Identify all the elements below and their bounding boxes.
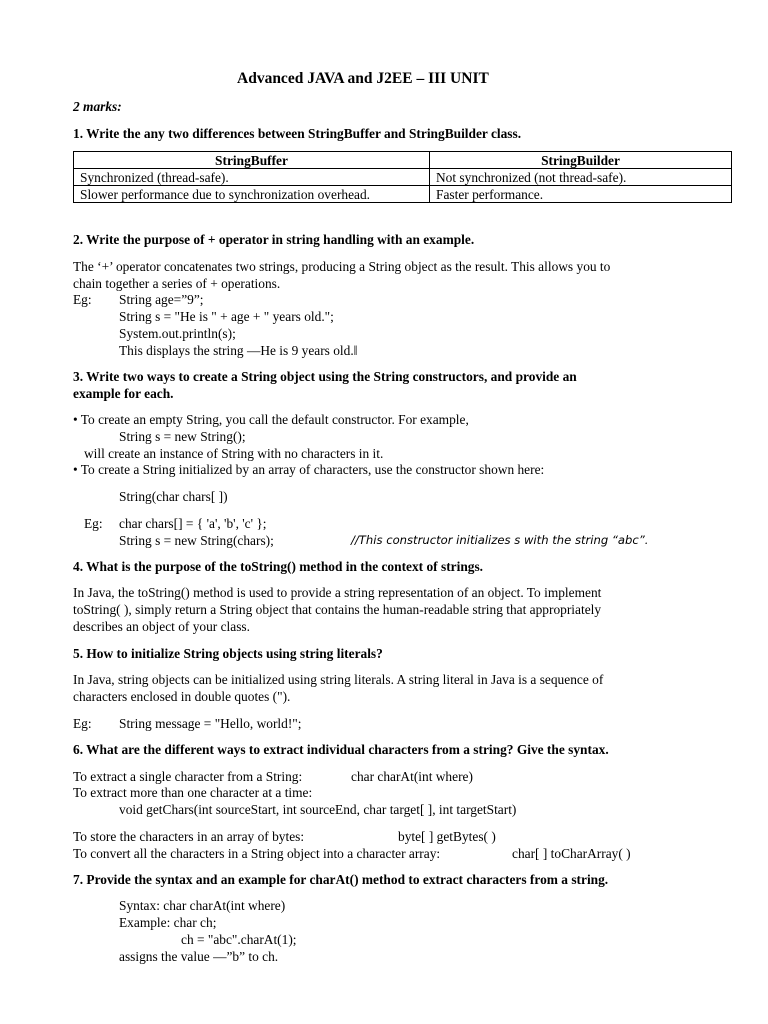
table-header-row	[74, 152, 732, 169]
q6-line-4-syntax: byte[ ] getBytes( )	[398, 829, 496, 844]
q3-code-line-2: String(char chars[ ])	[119, 489, 228, 504]
q6-line-3-syntax: void getChars(int sourceStart, int sourceEnd, char target[ ], int targetStart)	[119, 802, 517, 817]
q2-code-line-4: This displays the string ―He is 9 years old.‖	[119, 343, 358, 358]
q6-line-4-label: To store the characters in an array of bytes:	[73, 829, 305, 844]
question-6-heading: 6. What are the different ways to extract individual characters from a string? Give the syntax.	[73, 742, 609, 757]
q2-eg-label: Eg:	[73, 292, 92, 307]
q3-bullet-2: • To create a String initialized by an array of characters, use the constructor shown here:	[73, 462, 545, 477]
q3-code-line-1: String s = new String();	[119, 429, 246, 444]
q7-line-1: Syntax: char charAt(int where)	[119, 898, 286, 913]
q3-code-comment: //This constructor initializes s with the string “abc”.	[351, 533, 649, 547]
table-cell: Slower performance due to synchronization overhead.	[74, 186, 430, 203]
table-header-stringbuilder: StringBuilder	[430, 152, 732, 169]
question-3-heading-line-2: example for each.	[73, 386, 174, 401]
q2-code-line-1: String age=”9”;	[119, 292, 204, 307]
q4-paragraph-line-1: In Java, the toString() method is used to provide a string representation of an object. To implement	[73, 585, 602, 600]
q6-line-1-label: To extract a single character from a String:	[73, 769, 303, 784]
table-cell: Synchronized (thread-safe).	[74, 169, 430, 186]
q6-line-1-syntax: char charAt(int where)	[351, 769, 473, 784]
document-title: Advanced JAVA and J2EE – III UNIT	[237, 70, 489, 87]
comparison-table	[73, 151, 732, 203]
table-row	[74, 169, 732, 186]
q4-paragraph-line-3: describes an object of your class.	[73, 619, 250, 634]
q5-eg-label: Eg:	[73, 716, 92, 731]
q2-paragraph-line-1: The ‘+’ operator concatenates two strings, producing a String object as the result. This allows you to	[73, 259, 611, 274]
q6-line-5-syntax: char[ ] toCharArray( )	[512, 846, 631, 861]
q5-paragraph-line-1: In Java, string objects can be initialized using string literals. A string literal in Java is a sequence of	[73, 672, 604, 687]
table-header-stringbuffer: StringBuffer	[74, 152, 430, 169]
q3-text-line: will create an instance of String with no characters in it.	[84, 446, 384, 461]
q7-line-2: Example: char ch;	[119, 915, 217, 930]
q3-code-line-3: char chars[] = { 'a', 'b', 'c' };	[119, 516, 267, 531]
q7-line-4: assigns the value ―”b” to ch.	[119, 949, 279, 964]
marks-label: 2 marks:	[73, 99, 122, 114]
q2-code-line-3: System.out.println(s);	[119, 326, 236, 341]
table-cell: Not synchronized (not thread-safe).	[430, 169, 732, 186]
q3-bullet-1: • To create an empty String, you call the default constructor. For example,	[73, 412, 469, 427]
q5-code-line-1: String message = "Hello, world!";	[119, 716, 302, 731]
question-1-heading: 1. Write the any two differences between StringBuffer and StringBuilder class.	[73, 126, 522, 141]
q4-paragraph-line-2: toString( ), simply return a String object that contains the human-readable string that appropriately	[73, 602, 602, 617]
q3-eg-label: Eg:	[84, 516, 103, 531]
question-3-heading-line-1: 3. Write two ways to create a String object using the String constructors, and provide an	[73, 369, 577, 384]
question-7-heading: 7. Provide the syntax and an example for charAt() method to extract characters from a string.	[73, 872, 609, 887]
q5-paragraph-line-2: characters enclosed in double quotes (").	[73, 689, 291, 704]
table-cell: Faster performance.	[430, 186, 732, 203]
question-4-heading: 4. What is the purpose of the toString() method in the context of strings.	[73, 559, 484, 574]
table-row	[74, 186, 732, 203]
question-2-heading: 2. Write the purpose of + operator in string handling with an example.	[73, 232, 475, 247]
q6-line-5-label: To convert all the characters in a String object into a character array:	[73, 846, 441, 861]
q2-code-line-2: String s = "He is " + age + " years old.";	[119, 309, 334, 324]
q6-line-2: To extract more than one character at a time:	[73, 785, 313, 800]
q7-line-3: ch = "abc".charAt(1);	[181, 932, 297, 947]
q3-code-line-4: String s = new String(chars);	[119, 533, 274, 548]
question-5-heading: 5. How to initialize String objects using string literals?	[73, 646, 383, 661]
q2-paragraph-line-2: chain together a series of + operations.	[73, 276, 281, 291]
